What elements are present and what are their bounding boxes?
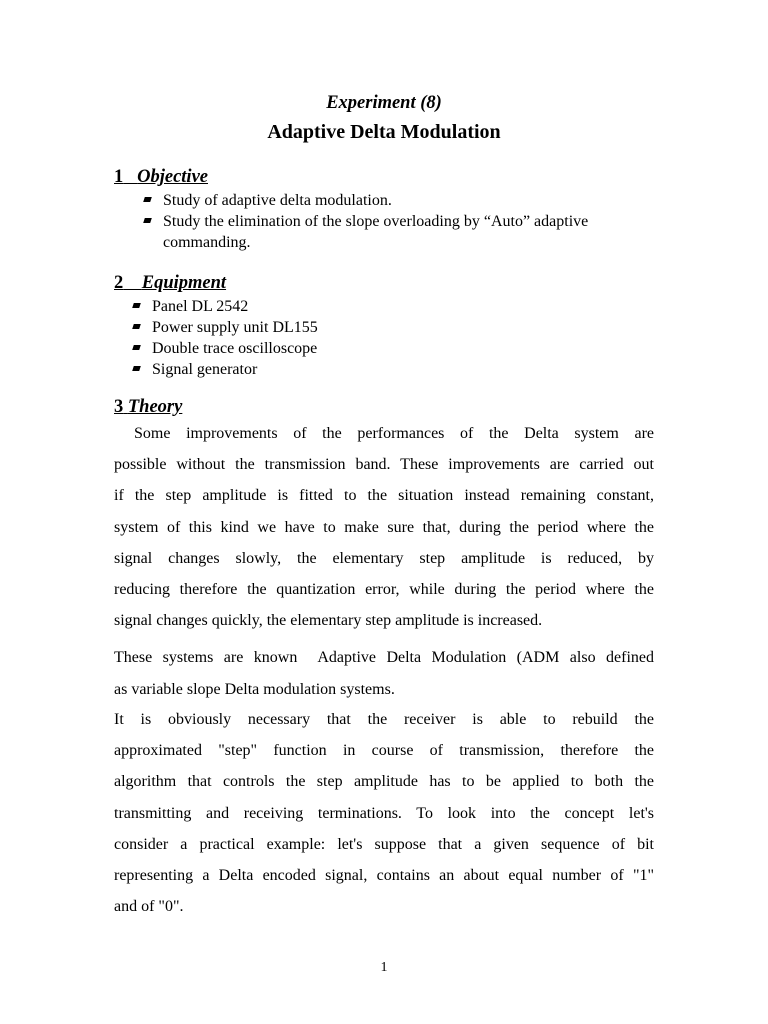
section-theory-heading bbox=[114, 397, 182, 418]
section-title: Theory bbox=[127, 397, 183, 417]
objective-list bbox=[141, 190, 588, 253]
section-equipment-heading bbox=[114, 273, 226, 294]
list-item-continuation: commanding. bbox=[163, 234, 251, 251]
bullet-icon bbox=[132, 303, 141, 308]
bullet-icon bbox=[132, 345, 141, 350]
list-item: Double trace oscilloscope bbox=[130, 338, 318, 359]
list-item: Study of adaptive delta modulation. bbox=[141, 190, 588, 211]
section-number: 2 bbox=[114, 273, 124, 293]
section-title: Objective bbox=[137, 167, 208, 187]
section-number: 3 bbox=[114, 397, 124, 417]
list-item: Signal generator bbox=[130, 359, 318, 380]
list-item: Power supply unit DL155 bbox=[130, 317, 318, 338]
bullet-icon bbox=[132, 366, 141, 371]
bullet-icon bbox=[143, 197, 152, 202]
list-item: Panel DL 2542 bbox=[130, 296, 318, 317]
page-number: 1 bbox=[380, 960, 388, 975]
theory-paragraph-3: It is obviously necessary that the receiver is able to rebuild the approximated "step" function in course of transmission, therefore the algorithm that controls the step amplitude has to be applied to both the transmitting and receiving terminations. To look into the concept let's consider a practical example: let's suppose that a given sequence of bit representing a Delta encoded signal, contains an about equal number of "1" and of "0". bbox=[114, 711, 654, 916]
bullet-icon bbox=[132, 324, 141, 329]
document-title: Adaptive Delta Modulation bbox=[267, 121, 501, 143]
section-title: Equipment bbox=[141, 273, 227, 293]
experiment-number: Experiment (8) bbox=[326, 93, 442, 113]
theory-paragraph-2: These systems are known Adaptive Delta Modulation (ADM also defined as variable slope Delta modulation systems. bbox=[114, 649, 654, 698]
equipment-list bbox=[130, 296, 318, 380]
section-objective-heading bbox=[114, 167, 208, 188]
theory-paragraph-1: Some improvements of the performances of the Delta system are possible without the transmission band. These improvements are carried out if the step amplitude is fitted to the situation instead remaining constant, system of this kind we have to make sure that, during the period where the signal changes slowly, the elementary step amplitude is reduced, by reducing therefore the quantization error, while during the period where the signal changes quickly, the elementary step amplitude is increased. bbox=[114, 425, 654, 630]
section-number: 1 bbox=[114, 167, 124, 187]
list-item: Study the elimination of the slope overloading by “Auto” adaptive bbox=[141, 211, 588, 232]
bullet-icon bbox=[143, 218, 152, 223]
